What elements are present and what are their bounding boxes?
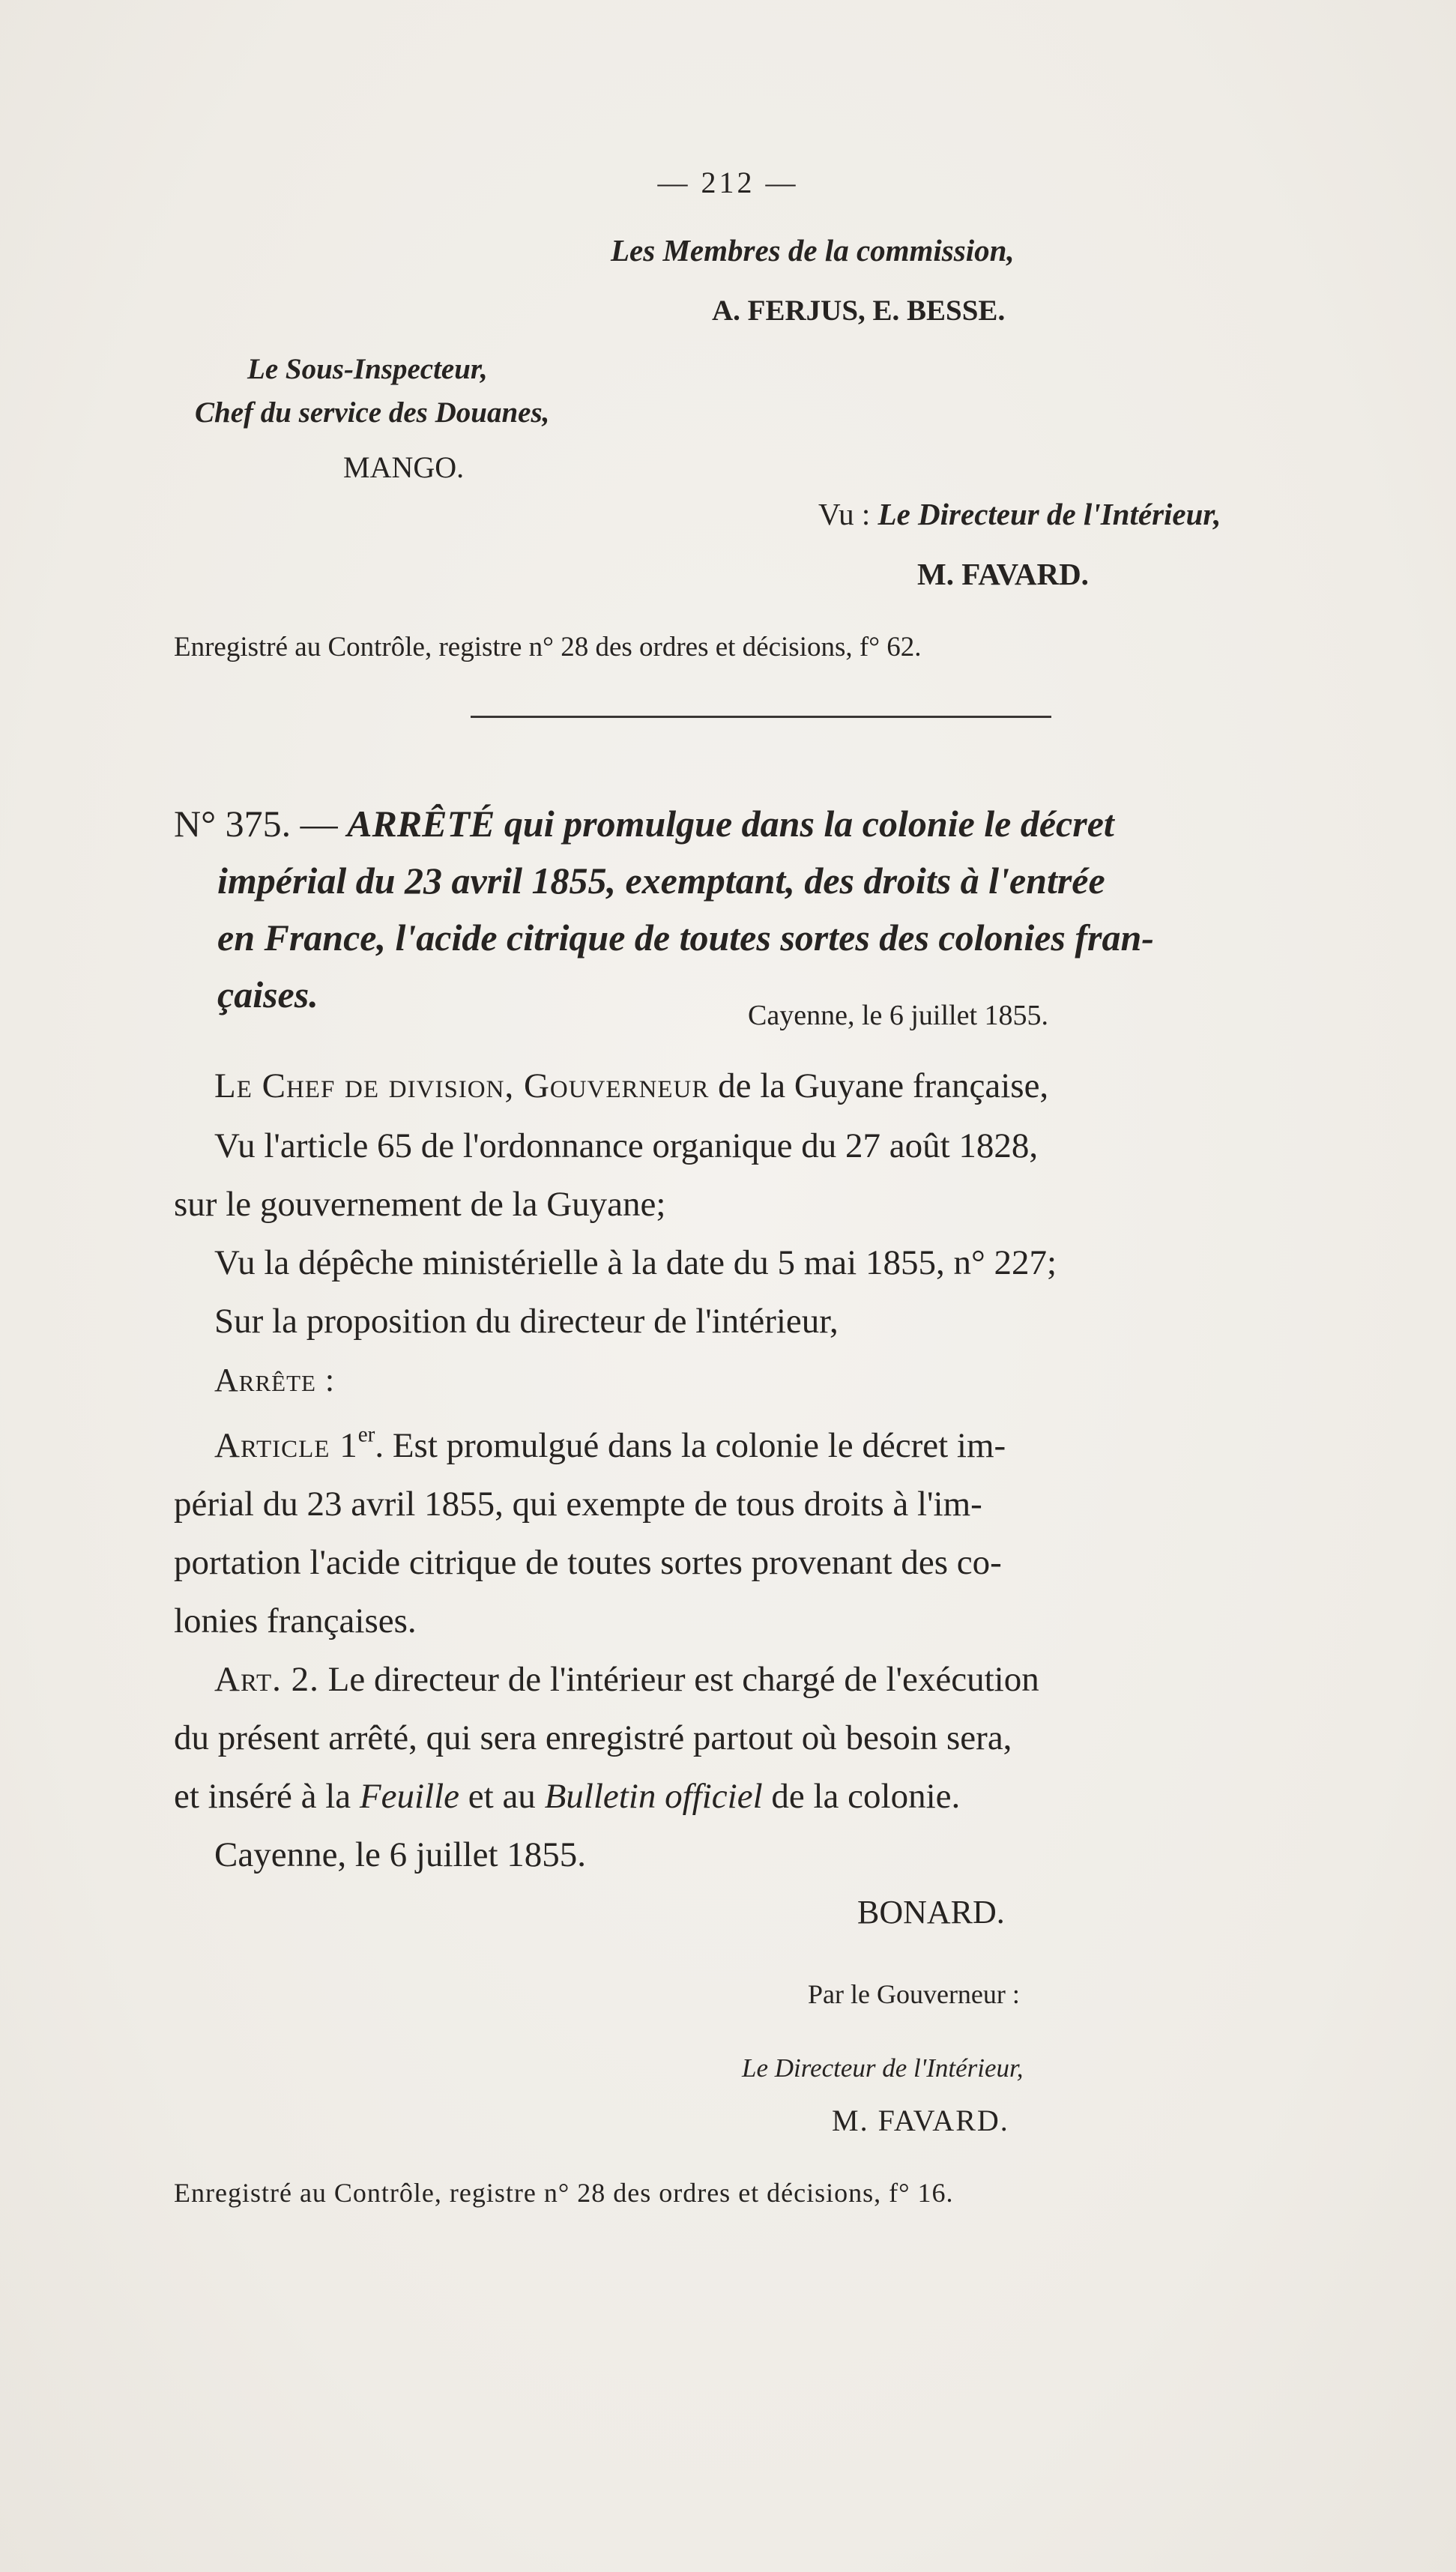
decree-place-date: Cayenne, le 6 juillet 1855. xyxy=(748,1000,1049,1031)
bulletin-italic: Bulletin xyxy=(544,1777,656,1816)
officiel-italic: officiel xyxy=(665,1777,763,1816)
article-1-line-2: périal du 23 avril 1855, qui exempte de tous droits à l'im- xyxy=(174,1485,982,1524)
governor-name: BONARD. xyxy=(857,1894,1005,1930)
arrete-label: Arrête : xyxy=(214,1362,336,1398)
decree-heading-line-4: çaises. xyxy=(217,973,318,1015)
by-governor: Par le Gouverneur : xyxy=(808,1979,1020,2009)
director-name: M. FAVARD. xyxy=(832,2104,1009,2137)
vu-3: Sur la proposition du directeur de l'intérieur, xyxy=(214,1302,839,1341)
section-divider xyxy=(471,716,1051,718)
decree-heading-line-3: en France, l'acide citrique de toutes sortes des colonies fran- xyxy=(217,917,1154,959)
vu-2: Vu la dépêche ministérielle à la date du 5 mai 1855, n° 227; xyxy=(214,1243,1057,1282)
decree-heading-line-1 xyxy=(174,802,1114,846)
intro-rest: de la Guyane française, xyxy=(718,1066,1049,1105)
vu-1-line-2: sur le gouvernement de la Guyane; xyxy=(174,1185,666,1224)
page-number: — 212 — xyxy=(657,166,799,199)
article-2-line-1: Art. 2. Le directeur de l'intérieur est chargé de l'exécution xyxy=(214,1660,1039,1699)
decree-number: N° 375. — xyxy=(174,803,338,845)
vu-1-line-1: Vu l'article 65 de l'ordonnance organique du 27 août 1828, xyxy=(214,1126,1039,1165)
visa-director-title: Le Directeur de l'Intérieur, xyxy=(877,497,1221,531)
customs-service: Chef du service des Douanes, xyxy=(195,396,550,429)
article-1-line-4: lonies françaises. xyxy=(174,1602,417,1640)
closing-place-date: Cayenne, le 6 juillet 1855. xyxy=(214,1835,587,1874)
commission-names: A. FERJUS, E. BESSE. xyxy=(712,295,1006,327)
article-1-line-1: Article 1er. Est promulgué dans la colonie le décret im- xyxy=(214,1422,1006,1465)
feuille-italic: Feuille xyxy=(359,1777,460,1816)
customs-title: Le Sous-Inspecteur, xyxy=(247,353,488,385)
article-1-line-3: portation l'acide citrique de toutes sortes provenant des co- xyxy=(174,1543,1002,1582)
article-2-line-3: et inséré à la Feuille et au Bulletin officiel de la colonie. xyxy=(174,1777,961,1816)
decree-title-1: ARRÊTÉ qui promulgue dans la colonie le décret xyxy=(347,803,1114,845)
registration-note: Enregistré au Contrôle, registre n° 28 des ordres et décisions, f° 62. xyxy=(174,632,922,662)
decree-intro xyxy=(214,1064,1048,1108)
intro-smallcaps: Le Chef de division, Gouverneur xyxy=(214,1066,710,1105)
visa-director-name: M. FAVARD. xyxy=(917,557,1089,591)
registration-note-2: Enregistré au Contrôle, registre n° 28 des ordres et décisions, f° 16. xyxy=(174,2178,954,2208)
director-title: Le Directeur de l'Intérieur, xyxy=(742,2053,1024,2083)
decree-heading-line-2: impérial du 23 avril 1855, exemptant, des droits à l'entrée xyxy=(217,860,1105,902)
customs-name: MANGO. xyxy=(343,450,465,484)
commission-title: Les Membres de la commission, xyxy=(611,233,1015,268)
article-1-label: Article 1 xyxy=(214,1426,358,1465)
visa-vu: Vu : xyxy=(818,497,871,531)
article-2-label: Art. 2. xyxy=(214,1660,319,1699)
visa-label xyxy=(818,496,1221,532)
article-1-sup: er xyxy=(357,1422,375,1447)
article-2-line-2: du présent arrêté, qui sera enregistré partout où besoin sera, xyxy=(174,1718,1012,1757)
